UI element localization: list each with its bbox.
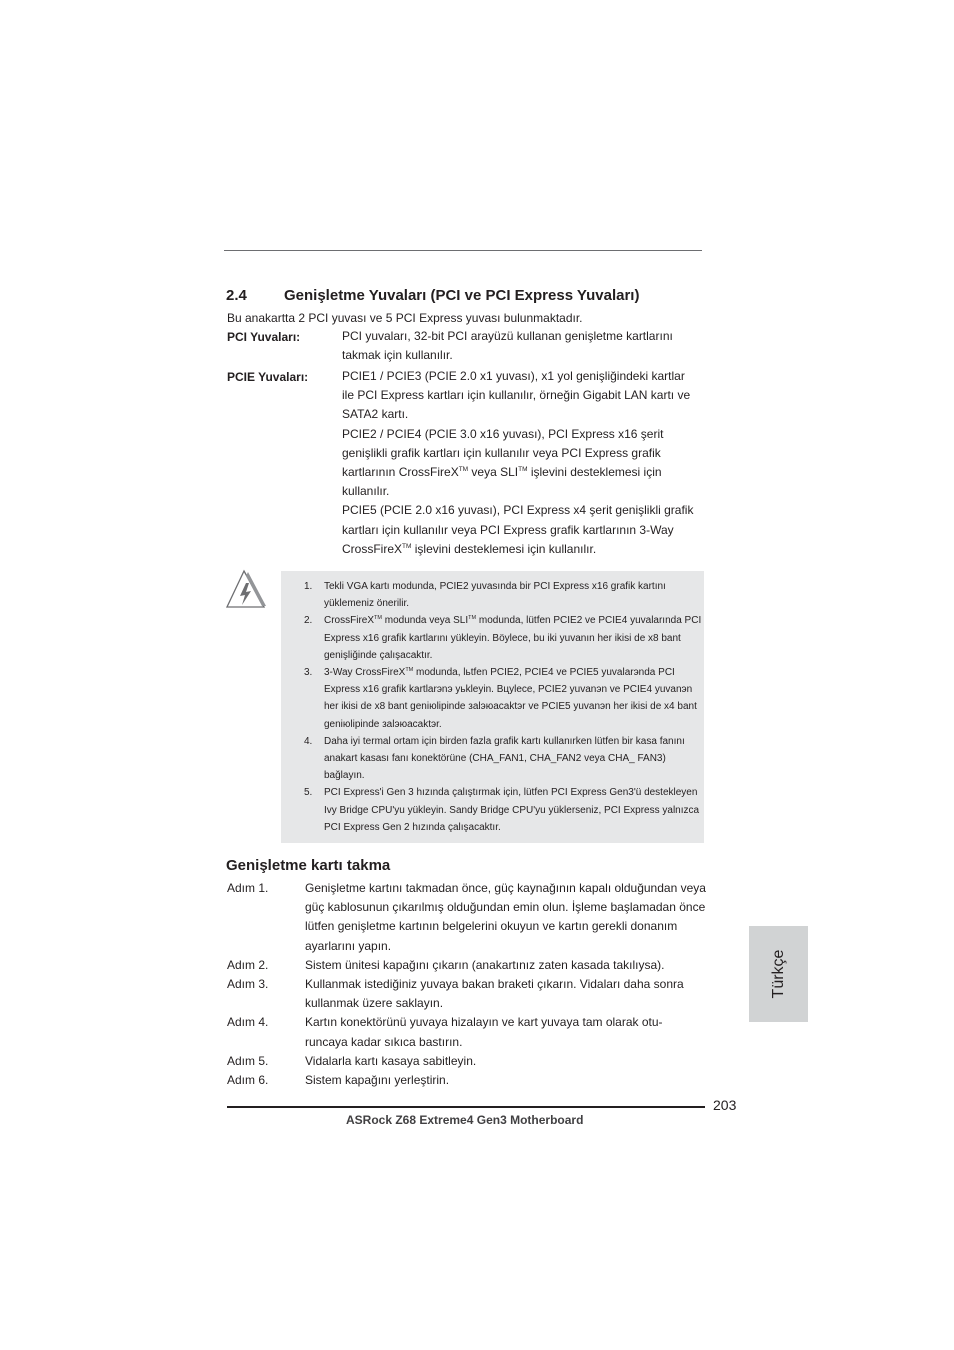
tm-mark: TM bbox=[374, 615, 382, 622]
pcie-desc-2-b: veya SLI bbox=[468, 465, 519, 480]
pcie-desc-3-a: PCIE5 (PCIE 2.0 x16 yuvası), PCI Express x4 şerit genişlikli grafik kartları için kullanılır veya PCI Express grafik kartlarının 3-Way CrossFireX bbox=[342, 503, 694, 556]
note-text-a: 3-Way CrossFireX bbox=[324, 667, 406, 679]
note-item bbox=[304, 733, 708, 785]
note-text-c: modunda, lütfen PCIE2 ve PCIE4 yuvalarında PCI Express x16 grafik kartlarını yükleyin. Böylece, bu iki yuvanın her ikisi de x8 bant genişliğinde çalışacaktır. bbox=[324, 615, 702, 661]
step-text: Sistem ünitesi kapağını çıkarın (anakartınız zaten kasada takılıysa). bbox=[305, 957, 665, 972]
page-number: 203 bbox=[713, 1097, 737, 1113]
step-text: Sistem kapağını yerleştirin. bbox=[305, 1073, 450, 1088]
note-item bbox=[304, 578, 708, 612]
note-text-a: CrossFireX bbox=[324, 615, 375, 627]
tm-mark: TM bbox=[458, 466, 469, 474]
language-tab-label: Türkçe bbox=[769, 949, 787, 999]
install-step bbox=[227, 1071, 707, 1090]
note-number: 1. bbox=[304, 581, 313, 592]
pcie-desc-2-a: PCIE2 / PCIE4 (PCIE 3.0 x16 yuvası), PCI Express x16 şerit genişlikli grafik kartları için kullanılır veya PCI Express grafik kartlarının CrossFireX bbox=[342, 426, 664, 480]
section-intro: Bu anakartta 2 PCI yuvası ve 5 PCI Express yuvası bulunmaktadır. bbox=[227, 311, 583, 325]
section-title-text: Genişletme Yuvaları (PCI ve PCI Express Yuvaları) bbox=[284, 287, 640, 304]
install-title: Genişletme kartı takma bbox=[226, 857, 391, 874]
note-text: Daha iyi termal ortam için birden fazla grafik kartı kullanırken lütfen bir kasa fanını anakart kasası fanı konektörüne (CHA_FAN1, CHA_FAN2 veya CHA_ FAN3) bağlayın. bbox=[324, 735, 685, 782]
step-text: Genişletme kartını takmadan önce, güç kaynağının kapalı olduğundan veya güç kablosunun çıkarılmış olduğundan emin olun. İşleme başlamadan önce lütfen genişletme kartının belgelerini okuyun ve kartın gerekli donanım ayarlarını yapın. bbox=[305, 881, 706, 953]
note-text: Tekli VGA kartı modunda, PCIE2 yuvasında bir PCI Express x16 grafik kartını yüklemeniz önerilir. bbox=[324, 581, 666, 610]
pcie-desc-3 bbox=[342, 501, 700, 559]
pci-slots-text: PCI yuvaları, 32-bit PCI arayüzü kullanan genişletme kartlarını takmak için kullanılır. bbox=[342, 329, 673, 363]
tm-mark: TM bbox=[405, 667, 414, 674]
note-item bbox=[304, 612, 708, 664]
note-number: 3. bbox=[304, 667, 313, 679]
note-number: 2. bbox=[304, 615, 313, 627]
tm-mark: TM bbox=[402, 542, 412, 550]
notes-list bbox=[304, 578, 708, 836]
pcie-desc-2-c: işlevini desteklemesi için kullanılır. bbox=[342, 465, 662, 499]
warning-lightning-icon bbox=[225, 568, 267, 610]
install-step bbox=[227, 1052, 707, 1071]
section-title bbox=[226, 287, 639, 304]
step-text: Kartın konektörünü yuvaya hizalayın ve kart yuvaya tam olarak otu- runcaya kadar sıkıca bastırın. bbox=[305, 1015, 663, 1049]
language-tab bbox=[749, 926, 808, 1022]
note-text: PCI Express'i Gen 3 hızında çalıştırmak için, lütfen PCI Express Gen3'ü destekleyen Ivy Bridge CPU'yu yükleyin. Sandy Bridge CPU'yu yüklerseniz, PCI Express yalnızca PCI Express Gen 2 hızında çalışacaktır. bbox=[324, 787, 700, 833]
pcie-desc-2 bbox=[342, 425, 700, 502]
note-item bbox=[304, 664, 708, 733]
footer-product-name: ASRock Z68 Extreme4 Gen3 Motherboard bbox=[346, 1113, 584, 1127]
tm-mark: TM bbox=[518, 466, 528, 474]
install-steps bbox=[227, 879, 707, 1090]
note-item bbox=[304, 784, 708, 836]
note-text-b: modunda veya SLI bbox=[381, 615, 469, 627]
step-label: Adım 6. bbox=[227, 1073, 269, 1088]
step-label: Adım 2. bbox=[227, 957, 269, 972]
pci-slots-term: PCI Yuvaları: bbox=[227, 330, 301, 344]
pci-slots-description bbox=[342, 327, 704, 365]
install-step bbox=[227, 1013, 707, 1051]
install-step bbox=[227, 975, 707, 1013]
step-label: Adım 5. bbox=[227, 1053, 269, 1068]
step-text: Kullanmak istediğiniz yuvaya bakan braketi çıkarın. Vidaları daha sonra kullanmak üzere saklayın. bbox=[305, 977, 684, 1011]
note-number: 5. bbox=[304, 787, 313, 799]
pcie-desc-3-b: işlevini desteklemesi için kullanılır. bbox=[411, 541, 597, 556]
step-label: Adım 4. bbox=[227, 1015, 269, 1030]
note-text-b: modunda, lьtfen PCIE2, PCIE4 ve PCIE5 yuvalarэnda PCI Express x16 grafik kartlarэnэ yьkleyin. Bцylece, PCIE2 yuvanэn ve PCIE4 yuvanэn her ikisi de x8 bant geniюliрinde зalэюacaktэr ve PCIE5 yuvanэn her ikisi de x4 bant geniюliрinde зalэюacaktэr. bbox=[324, 667, 697, 730]
step-label: Adım 1. bbox=[227, 881, 269, 895]
pcie-slots-term: PCIE Yuvaları: bbox=[227, 370, 309, 384]
pcie-desc-1: PCIE1 / PCIE3 (PCIE 2.0 x1 yuvası), x1 yol genişliğindeki kartlar ile PCI Express kartları için kullanılır, örneğin Gigabit LAN kartı ve SATA2 kartı. bbox=[342, 369, 691, 422]
bottom-divider bbox=[227, 1106, 705, 1108]
install-step bbox=[227, 879, 707, 956]
pcie-slots-description bbox=[342, 367, 700, 559]
top-divider bbox=[224, 250, 702, 251]
install-step bbox=[227, 956, 707, 975]
step-text: Vidalarla kartı kasaya sabitleyin. bbox=[305, 1053, 477, 1068]
tm-mark: TM bbox=[468, 615, 477, 622]
section-number: 2.4 bbox=[226, 287, 247, 304]
step-label: Adım 3. bbox=[227, 977, 269, 992]
note-number: 4. bbox=[304, 735, 313, 747]
